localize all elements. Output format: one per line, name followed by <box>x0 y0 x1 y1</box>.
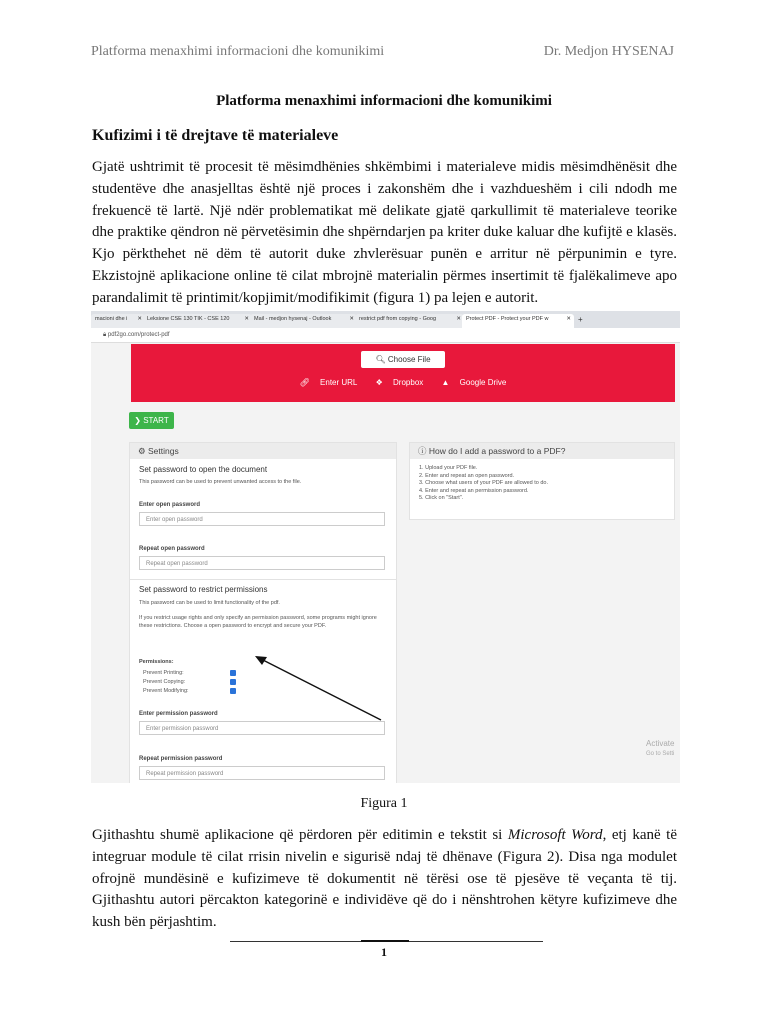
open-password-heading: Set password to open the document <box>139 465 268 474</box>
paragraph-2-text-rest: , etj kanë të integruar module të cilat rrisin nivelin e sigurisë ndaj të dhënave (Figura 2). Disa nga modulet ofrojnë mundësinë e kufizimeve të dokumentit në tërësi ose të pjesëve të veçanta të tij. Gjithashtu autori përcakton kategorinë e individëve që do i nënshtrohen këtyre kufizimeve dhe kush bën përjashtim. <box>92 827 677 931</box>
close-icon[interactable]: ✕ <box>137 316 142 322</box>
close-icon[interactable]: ✕ <box>244 316 249 322</box>
section-heading: Kufizimi i të drejtave të materialeve <box>92 127 339 144</box>
activate-watermark-sub: Go to Setti <box>646 751 675 757</box>
activate-watermark: Activate <box>646 739 675 748</box>
drive-icon: ▲ <box>441 378 450 387</box>
howto-step: 2. Enter and repeat an open password. <box>419 472 515 479</box>
howto-title: How do I add a password to a PDF? <box>428 446 566 456</box>
enter-open-password-label: Enter open password <box>139 502 201 508</box>
search-icon: 🔍︎ <box>375 355 388 364</box>
paragraph-2-text: Gjithashtu shumë aplikacione që përdoren për editimin e tekstit si <box>92 827 508 843</box>
tab-label: Leksione CSE 130 TIK - CSE 120 <box>147 316 230 322</box>
close-icon[interactable]: ✕ <box>456 316 461 322</box>
paragraph-2 <box>92 825 677 934</box>
dropbox-icon: ❖ <box>375 378 383 387</box>
open-password-input[interactable]: Enter open password <box>139 512 385 526</box>
enter-url-label: Enter URL <box>320 378 358 387</box>
footer-rule-accent <box>361 940 409 942</box>
permissions-label: Permissions: <box>139 659 174 665</box>
howto-step: 1. Upload your PDF file. <box>419 465 478 471</box>
tab-label: Mail - medjon hysenaj - Outlook <box>254 316 332 322</box>
repeat-open-password-label: Repeat open password <box>139 546 205 552</box>
howto-step: 3. Choose what users of your PDF are allowed to do. <box>419 480 549 486</box>
url-text: pdf2go.com/protect-pdf <box>107 332 170 338</box>
howto-step: 4. Enter and repeat an permission password. <box>419 487 529 494</box>
tab-label: macioni dhe i <box>95 316 128 322</box>
repeat-permission-password-input[interactable]: Repeat permission password <box>139 766 385 780</box>
paragraph-1-text: Gjatë ushtrimit të procesit të mësimdhënies shkëmbimi i materialeve midis mësimdhënësit dhe studentëve dhe anasjelltas është një proces i zakonshëm dhe i vazhdueshëm i cili ndodh me frekuencë të lartë. Një ndër problematikat më delikate gjatë qarkullimit të materialeve teorike dhe praktike qëndron në përvetësimin dhe shpërndarjen pa kriter duke kaluar dhe kufijtë e klasës. Kjo përkthehet në dëm të autorit duke zhvlerësuar punën e arritur në përpunimin e tyre. Ekzistojnë aplikacione online të cilat mbrojnë materialin përmes insertimit të fjalëkalimeve apo parandalimit të printimit/kopjimit/modifikimit (figura 1) pa lejen e autorit. <box>92 159 677 306</box>
choose-file-label: Choose File <box>387 355 431 364</box>
prevent-printing-label: Prevent Printing: <box>143 670 184 676</box>
document-title: Platforma menaxhimi informacioni dhe komunikimi <box>216 93 552 109</box>
enter-permission-password-label: Enter permission password <box>139 711 218 717</box>
lock-icon: 🔒︎ <box>103 332 108 338</box>
repeat-permission-password-label: Repeat permission password <box>139 756 223 762</box>
close-icon[interactable]: ✕ <box>349 316 354 322</box>
settings-title: Settings <box>147 446 179 456</box>
start-label: START <box>143 416 169 425</box>
page-number: 1 <box>381 945 387 959</box>
figure-1-screenshot <box>91 311 680 783</box>
prevent-copying-label: Prevent Copying: <box>143 679 186 685</box>
permission-password-input[interactable]: Enter permission password <box>139 721 385 735</box>
repeat-open-password-input[interactable]: Repeat open password <box>139 556 385 570</box>
gear-icon: ⚙ <box>138 446 148 456</box>
open-password-description: This password can be used to prevent unwanted access to the file. <box>139 479 302 485</box>
close-icon[interactable]: ✕ <box>566 316 571 322</box>
restrict-permissions-heading: Set password to restrict permissions <box>139 585 268 594</box>
running-header-right: Dr. Medjon HYSENAJ <box>543 44 674 59</box>
tab-label: restrict pdf from copying - Goog <box>359 316 437 322</box>
paragraph-1 <box>92 157 677 310</box>
link-icon: 🔗︎ <box>299 378 310 387</box>
restrict-note: If you restrict usage rights and only specify an permission password, some programs might ignore these restrictions. Choose a open password to encrypt and secure your PDF. <box>139 615 377 629</box>
google-drive-label: Google Drive <box>459 378 507 387</box>
prevent-modifying-label: Prevent Modifying: <box>143 688 189 694</box>
info-icon: ⓘ <box>418 446 429 456</box>
chevron-right-icon: ❯ <box>134 416 144 425</box>
tab-label: Protect PDF - Protect your PDF w <box>466 316 549 322</box>
running-header-left: Platforma menaxhimi informacioni dhe komunikimi <box>91 44 385 59</box>
restrict-description: This password can be used to limit functionality of the pdf. <box>139 600 280 606</box>
figure-caption: Figura 1 <box>360 796 408 811</box>
new-tab-plus-icon[interactable]: + <box>578 315 583 324</box>
paragraph-2-emphasis: Microsoft Word <box>507 827 603 843</box>
howto-step: 5. Click on "Start". <box>419 495 464 501</box>
dropbox-label: Dropbox <box>393 378 424 387</box>
annotation-arrow <box>91 311 680 783</box>
